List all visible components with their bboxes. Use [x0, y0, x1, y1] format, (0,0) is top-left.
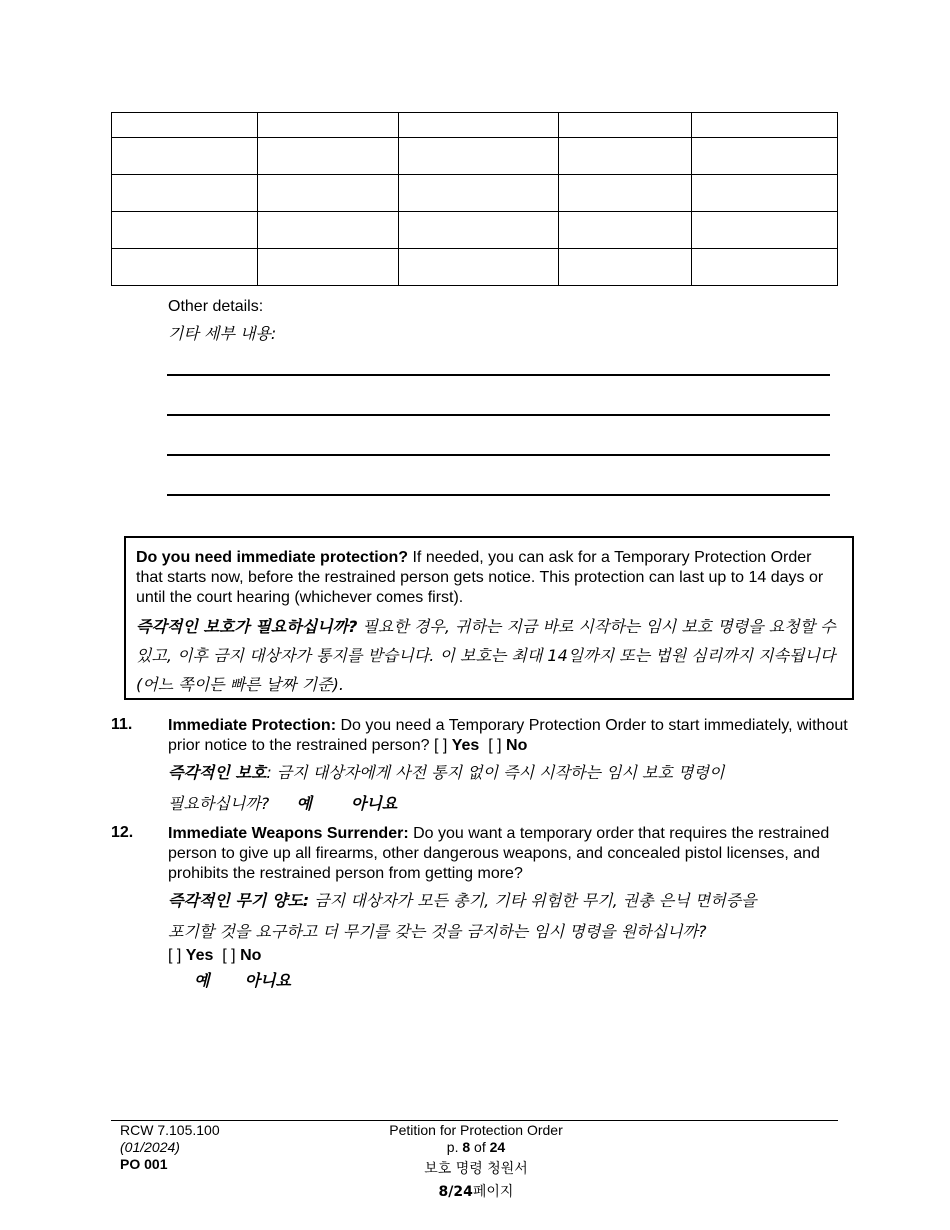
item-12-title-ko: 즉각적인 무기 양도: [168, 891, 310, 910]
table-header-row [112, 113, 838, 138]
table-cell[interactable] [399, 249, 559, 286]
item-body [168, 716, 851, 818]
item-number: 12. [111, 824, 134, 841]
item-11-ko-2 [168, 789, 851, 818]
table-cell[interactable] [258, 138, 399, 175]
other-details-line-2[interactable] [167, 414, 830, 416]
item-12-text-ko-2: 포기할 것을 요구하고 더 무기를 갖는 것을 금지하는 임시 명령을 원하십니까? [168, 922, 707, 941]
table-cell[interactable] [258, 212, 399, 249]
table-cell[interactable] [112, 175, 258, 212]
table-row [112, 212, 838, 249]
other-details-line-3[interactable] [167, 454, 830, 456]
item-11-yes-label: Yes [451, 737, 480, 754]
table-cell[interactable] [692, 113, 838, 138]
table-cell[interactable] [559, 138, 692, 175]
item-11-text-ko-2: 필요하십니까? [168, 794, 270, 813]
table-cell[interactable] [692, 249, 838, 286]
notice-text: If needed, you can ask for a Temporary Protection Order that starts now, before the restrained person gets notice. This protection can last up to 14 days or until the court hearing (whichever comes first). [136, 549, 824, 606]
table-cell[interactable] [559, 113, 692, 138]
item-12-ko [168, 886, 851, 915]
table-cell[interactable] [112, 113, 258, 138]
item-number: 11. [111, 716, 133, 733]
item-12-options-ko [168, 966, 851, 995]
footer-page-num: 8 [462, 1139, 471, 1155]
footer-center [361, 1122, 591, 1202]
item-12-no-label: No [240, 947, 262, 964]
footer-title-ko: 보호 명령 청원서 [424, 1161, 528, 1177]
item-12-yes-checkbox[interactable]: [ ] [168, 947, 182, 964]
footer-page-ko-num: 8/24 [438, 1184, 473, 1200]
table-cell[interactable] [692, 175, 838, 212]
item-11-title: Immediate Protection: [168, 717, 337, 734]
table-cell[interactable] [112, 138, 258, 175]
table-cell[interactable] [258, 249, 399, 286]
table-cell[interactable] [559, 175, 692, 212]
item-12-text: Do you want a temporary order that requires the restrained person to give up all firearms, other dangerous weapons, and concealed pistol licenses, and prohibits the restrained person from getting more? [168, 825, 830, 882]
table-cell[interactable] [559, 249, 692, 286]
item-11-no-checkbox[interactable]: [ ] [488, 737, 502, 754]
footer-statute: RCW 7.105.100 [120, 1122, 220, 1138]
table-cell[interactable] [692, 138, 838, 175]
item-12-yes-label: Yes [185, 947, 214, 964]
table-cell[interactable] [559, 212, 692, 249]
item-11-no-ko: 아니요 [350, 794, 398, 813]
item-11-title-ko: 즉각적인 보호 [168, 763, 267, 782]
item-12-text-ko-1: 금지 대상자가 모든 총기, 기타 위험한 무기, 권총 은닉 면허증을 [314, 891, 757, 910]
item-11-yes-ko: 예 [296, 794, 312, 813]
item-12-no-ko: 아니요 [244, 971, 291, 990]
table-cell[interactable] [258, 175, 399, 212]
table-cell[interactable] [258, 113, 399, 138]
item-body [168, 824, 851, 995]
table-row [112, 249, 838, 286]
table-row [112, 175, 838, 212]
footer-date: (01/2024) [120, 1139, 180, 1155]
table-cell[interactable] [112, 249, 258, 286]
item-12-ko-2 [168, 917, 851, 946]
table-cell[interactable] [399, 212, 559, 249]
footer-page-ko [361, 1182, 591, 1202]
item-11-ko [168, 758, 851, 787]
other-details-label-ko: 기타 세부 내용: [168, 324, 277, 343]
other-details-line-1[interactable] [167, 374, 830, 376]
footer-page [361, 1139, 591, 1156]
footer-divider [111, 1120, 838, 1121]
details-table [111, 112, 838, 286]
notice-heading: Do you need immediate protection? [136, 549, 409, 566]
immediate-protection-notice [124, 536, 854, 700]
footer-title: Petition for Protection Order [389, 1122, 563, 1138]
notice-heading-ko: 즉각적인 보호가 필요하십니까? [136, 617, 358, 636]
table-row [112, 138, 838, 175]
footer-page-prefix: p. [446, 1139, 463, 1155]
item-12-yes-ko: 예 [194, 971, 210, 990]
item-12-en [168, 824, 851, 884]
notice-ko [136, 612, 842, 699]
item-11-text: Do you need a Temporary Protection Order to start immediately, without prior notice to the restrained person? [168, 717, 848, 754]
table-cell[interactable] [692, 212, 838, 249]
item-11-yes-checkbox[interactable]: [ ] [433, 737, 448, 754]
notice-text-ko: 필요한 경우, 귀하는 지금 바로 시작하는 임시 보호 명령을 요청할 수 있고, 이후 금지 대상자가 통지를 받습니다. 이 보호는 최대 14일까지 또는 법원 심리까지 지속됩니다(어느 쪽이든 빠른 날짜 기준). [136, 617, 836, 694]
table-cell[interactable] [399, 113, 559, 138]
table-cell[interactable] [399, 175, 559, 212]
footer-page-ko-suffix: 페이지 [472, 1184, 514, 1200]
item-11-text-ko-1: : 금지 대상자에게 사전 통지 없이 즉시 시작하는 임시 보호 명령이 [266, 763, 725, 782]
item-11-no-label: No [506, 737, 528, 754]
footer-left [120, 1122, 220, 1173]
footer-page-of: of [470, 1139, 490, 1155]
item-12-no-checkbox[interactable]: [ ] [222, 947, 236, 964]
item-12-options [168, 946, 851, 966]
item-11-en [168, 716, 851, 756]
footer-page-total: 24 [489, 1139, 506, 1155]
table-cell[interactable] [399, 138, 559, 175]
notice-en [136, 548, 842, 608]
other-details-label: Other details: [168, 298, 264, 315]
item-12-title: Immediate Weapons Surrender: [168, 825, 409, 842]
other-details-line-4[interactable] [167, 494, 830, 496]
table-cell[interactable] [112, 212, 258, 249]
footer-form-id: PO 001 [120, 1156, 168, 1172]
